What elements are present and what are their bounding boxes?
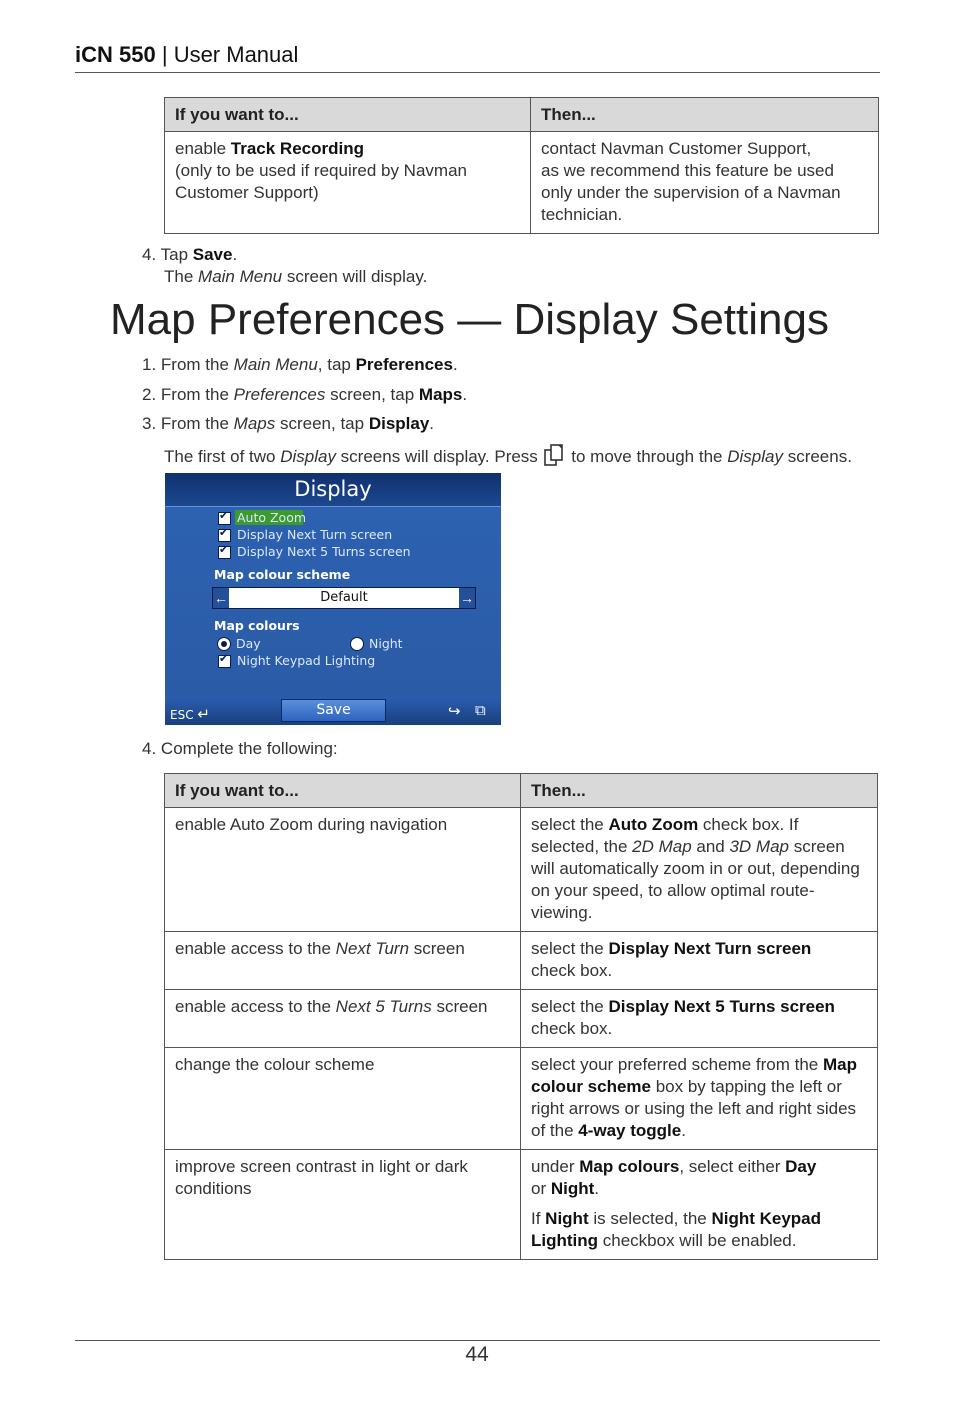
cell-paragraph xyxy=(531,1208,867,1252)
cell-text: If xyxy=(531,1209,546,1228)
step-text: screen will display. xyxy=(282,267,428,286)
cell-bold: Map colours xyxy=(579,1157,680,1176)
cell-text: technician. xyxy=(541,205,623,224)
cell-bold: Display Next Turn screen xyxy=(608,939,812,958)
table-cell xyxy=(165,132,531,234)
step-em: Maps xyxy=(233,414,276,433)
next-turn-checkbox[interactable] xyxy=(218,529,231,542)
cell-text: screen xyxy=(431,997,488,1016)
note-text: screens will display. Press xyxy=(335,447,543,466)
table-row xyxy=(165,1048,878,1150)
step-text: . xyxy=(462,385,468,404)
night-radio[interactable] xyxy=(350,637,364,651)
table-row xyxy=(165,990,878,1048)
step-em: Preferences xyxy=(233,385,326,404)
cell-bold: Auto Zoom xyxy=(608,815,699,834)
table-row xyxy=(165,932,878,990)
table-cell: enable Auto Zoom during navigation xyxy=(165,808,521,932)
track-recording-table xyxy=(164,97,879,234)
day-label: Day xyxy=(236,636,261,651)
cell-text: only under the supervision of a Navman xyxy=(541,183,841,202)
cell-text: . xyxy=(594,1179,600,1198)
cell-text: and xyxy=(691,837,730,856)
auto-zoom-label: Auto Zoom xyxy=(237,510,307,525)
cell-bold: Display Next 5 Turns screen xyxy=(608,997,835,1016)
step-2 xyxy=(142,384,467,406)
cell-bold: Track Recording xyxy=(230,139,364,158)
note-text: The first of two xyxy=(164,447,281,466)
table-cell xyxy=(521,990,878,1048)
table-cell: change the colour scheme xyxy=(165,1048,521,1150)
cell-text: contact Navman Customer Support, xyxy=(541,139,812,158)
scheme-selector[interactable] xyxy=(212,587,476,609)
keypad-checkbox[interactable] xyxy=(218,655,231,668)
save-button[interactable]: Save xyxy=(281,699,386,722)
step-4-save xyxy=(142,244,237,266)
cell-text: check box. xyxy=(531,1019,613,1038)
cell-text: or xyxy=(531,1179,551,1198)
next-5-turns-checkbox[interactable] xyxy=(218,546,231,559)
table-cell xyxy=(531,132,879,234)
step-text: From the xyxy=(160,385,234,404)
cell-text: enable xyxy=(175,139,231,158)
keypad-label: Night Keypad Lighting xyxy=(237,653,376,668)
cell-text: screen will automatically zoom in or out, depending on your speed, to allow optimal route-viewing. xyxy=(531,837,860,922)
cell-text: box by tapping the left or right arrows or using the left and right sides of the xyxy=(531,1077,857,1140)
cell-bold: Map colour scheme xyxy=(531,1055,857,1096)
cell-em: Next Turn xyxy=(335,939,410,958)
step-text: screen, tap xyxy=(275,414,369,433)
cell-em: 2D Map xyxy=(632,837,692,856)
cell-text: select your preferred scheme from the xyxy=(531,1055,823,1074)
cell-bold: Night xyxy=(545,1209,589,1228)
cell-text: (only to be used if required by Navman xyxy=(175,161,467,180)
step-text: The xyxy=(164,267,199,286)
next-5-turns-label: Display Next 5 Turns screen xyxy=(237,544,411,559)
step-em: Main Menu xyxy=(233,355,318,374)
pages-icon[interactable]: ⧉ xyxy=(475,702,486,719)
cell-text: as we recommend this feature be used xyxy=(541,161,834,180)
next-arrow-icon[interactable]: ↪ xyxy=(448,703,461,720)
cell-text: enable access to the xyxy=(175,939,336,958)
cell-text: , select either xyxy=(679,1157,786,1176)
cell-text: select the xyxy=(531,997,609,1016)
step-text: From the xyxy=(160,414,234,433)
auto-zoom-checkbox[interactable] xyxy=(218,512,231,525)
pages-icon xyxy=(543,443,567,467)
step-4-complete xyxy=(142,738,338,760)
scheme-value: Default xyxy=(320,590,368,605)
step-text: Tap xyxy=(160,245,193,264)
cell-text: under xyxy=(531,1157,580,1176)
step-3 xyxy=(142,413,434,435)
step-bold: Preferences xyxy=(355,355,453,374)
cell-text: enable access to the xyxy=(175,997,336,1016)
esc-label: ESC xyxy=(170,708,194,722)
table-cell xyxy=(521,1150,878,1260)
cell-paragraph xyxy=(531,1156,867,1200)
cell-text: . xyxy=(681,1121,686,1140)
cell-bold: 4-way toggle xyxy=(578,1121,682,1140)
header-rule xyxy=(75,72,880,73)
colours-label: Map colours xyxy=(214,618,300,633)
table-cell xyxy=(165,932,521,990)
step-text: . xyxy=(429,414,435,433)
header-separator: | xyxy=(161,42,168,67)
col-header-then: Then... xyxy=(531,98,879,132)
arrow-right-icon[interactable]: → xyxy=(460,590,474,606)
table-cell xyxy=(521,1048,878,1150)
cell-text: screen xyxy=(409,939,465,958)
step-text: screen, tap xyxy=(325,385,419,404)
cell-text: check box. If selected, the xyxy=(531,815,799,856)
cell-em: 3D Map xyxy=(729,837,789,856)
step-number: 3. xyxy=(142,414,157,433)
cell-bold: Night Keypad Lighting xyxy=(531,1209,822,1250)
step-1 xyxy=(142,354,458,376)
display-note xyxy=(164,443,852,468)
device-display-screen xyxy=(165,473,501,725)
cell-text: checkbox will be enabled. xyxy=(598,1231,797,1250)
arrow-left-icon[interactable]: ← xyxy=(214,590,228,606)
cell-em: Next 5 Turns xyxy=(335,997,432,1016)
cell-bold: Night xyxy=(550,1179,595,1198)
step-number: 4. xyxy=(142,739,157,758)
day-radio[interactable] xyxy=(217,637,231,651)
step-bold: Save xyxy=(192,245,233,264)
step-em: Main Menu xyxy=(198,267,283,286)
section-title: Map Preferences — Display Settings xyxy=(110,295,829,344)
step-text: Complete the following: xyxy=(160,739,338,758)
device-title: Display xyxy=(294,477,372,501)
return-arrow-icon: ↵ xyxy=(197,705,210,723)
step-text: . xyxy=(452,355,458,374)
table-row xyxy=(165,132,879,234)
cell-text: select the xyxy=(531,939,609,958)
next-turn-label: Display Next Turn screen xyxy=(237,527,393,542)
header-product: iCN 550 xyxy=(75,42,156,67)
cell-bold: Day xyxy=(785,1157,817,1176)
esc-button[interactable] xyxy=(170,705,210,723)
step-number: 4. xyxy=(142,245,157,264)
note-text: to move through the xyxy=(571,447,728,466)
col-header-want: If you want to... xyxy=(165,774,521,808)
step-text: . xyxy=(232,245,238,264)
cell-text: check box. xyxy=(531,961,613,980)
scheme-label: Map colour scheme xyxy=(214,567,351,582)
table-row xyxy=(165,1150,878,1260)
table-cell xyxy=(165,990,521,1048)
table-header-row xyxy=(165,98,879,132)
table-row xyxy=(165,808,878,932)
table-header-row xyxy=(165,774,878,808)
note-text: screens. xyxy=(782,447,852,466)
page-number: 44 xyxy=(465,1343,489,1366)
cell-text: select the xyxy=(531,815,609,834)
running-header xyxy=(75,42,298,68)
cell-text: is selected, the xyxy=(588,1209,712,1228)
step-text: , tap xyxy=(317,355,356,374)
col-header-then: Then... xyxy=(521,774,878,808)
night-label: Night xyxy=(369,636,403,651)
step-text: From the xyxy=(160,355,234,374)
header-title: User Manual xyxy=(173,42,299,67)
table-cell: improve screen contrast in light or dark conditions xyxy=(165,1150,521,1260)
footer-rule xyxy=(75,1340,880,1341)
display-settings-table xyxy=(164,773,878,1260)
cell-text: Customer Support) xyxy=(175,183,319,202)
step-bold: Maps xyxy=(418,385,463,404)
step-bold: Display xyxy=(368,414,430,433)
col-header-want: If you want to... xyxy=(165,98,531,132)
table-cell xyxy=(521,932,878,990)
step-number: 1. xyxy=(142,355,157,374)
step-number: 2. xyxy=(142,385,157,404)
step-4-result xyxy=(164,266,427,288)
note-em: Display xyxy=(727,447,783,466)
note-em: Display xyxy=(280,447,336,466)
table-cell xyxy=(521,808,878,932)
